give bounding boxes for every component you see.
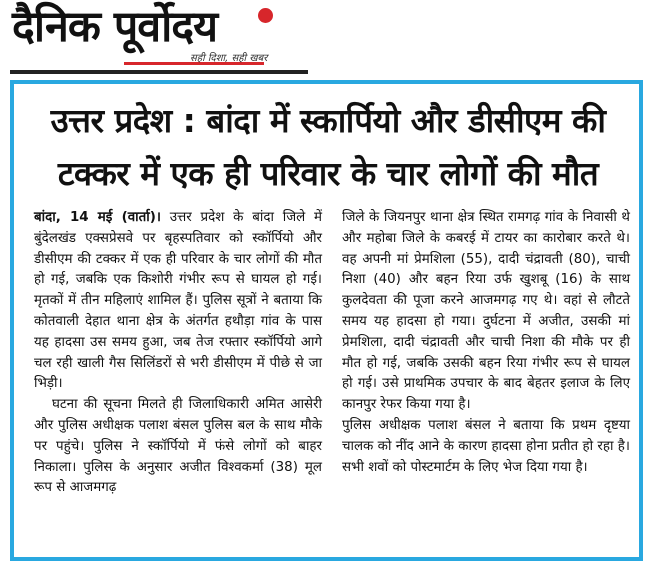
article-headline: उत्तर प्रदेश : बांदा में स्कार्पियो और डीसीएम की टक्कर में एक ही परिवार के चार लोगों की मौत [50, 101, 606, 193]
article-paragraph [34, 208, 322, 395]
logo-dot-icon [258, 8, 273, 23]
article-paragraph: पुलिस अधीक्षक पलाश बंसल ने बताया कि प्रथम दृष्टया चालक को नींद आने के कारण हादसा होना प्रतीत हो रहा है। सभी शवों को पोस्टमार्टम के लिए भेज दिया गया है। [342, 417, 630, 475]
article-paragraph: घटना की सूचना मिलते ही जिलाधिकारी अमित आसेरी और पुलिस अधीक्षक पलाश बंसल पुलिस बल के साथ मौके पर पहुंचे। पुलिस ने स्कॉर्पियो में फंसे लोगों को बाहर निकाला। पुलिस के अनुसार अजीत विश्वकर्मा (38) मूल रूप से आजमगढ़ [34, 397, 322, 496]
masthead-tagline: सही दिशा, सही खबर [190, 53, 268, 64]
article-dateline: बांदा, 14 मई (वार्ता)। [34, 210, 161, 225]
masthead [0, 0, 655, 80]
newspaper-logo: दैनिक पूर्वोदय [12, 2, 218, 52]
masthead-rule [10, 70, 308, 74]
article-text: उत्तर प्रदेश के बांदा जिले में बुंदेलखंड एक्सप्रेसवे पर बृहस्पतिवार को स्कॉर्पियो और डीसीएम की टक्कर में एक ही परिवार के चार लोगों की मौत हो गई, जबकि एक किशोरी गंभीर रूप से घायल हो गई। मृतकों में तीन महिलाएं शामिल हैं। पुलिस सूत्रों ने बताया कि कोतवाली देहात थाना क्षेत्र के अंतर्गत हथौड़ा गांव के पास यह हादसा उस समय हुआ, जब तेज रफ्तार स्कॉर्पियो आगे चल रही खाली गैस सिलिंडरों से भरी डीसीएम में पीछे से जा भिड़ी। [34, 210, 323, 392]
article-column-right [342, 208, 630, 478]
article-column-left [34, 208, 322, 499]
article-paragraph: जिले के जियनपुर थाना क्षेत्र स्थित रामगढ़ गांव के निवासी थे और महोबा जिले के कबरई में टायर का कारोबार करते थे। वह अपनी मां प्रेमशिला (55), दादी चंद्रावती (80), चाची निशा (40) और बहन रिया उर्फ खुशबू (16) के साथ कुलदेवता की पूजा करने आजमगढ़ गए थे। वहां से लौटते समय यह हादसा हो गया। दुर्घटना में अजीत, उसकी मां प्रेमशिला, दादी चंद्रावती और चाची निशा की मौके पर ही मौत हो गई, जबकि उसकी बहन रिया गंभीर रूप से घायल हो गई। उसे प्राथमिक उपचार के बाद बेहतर इलाज के लिए कानपुर रेफर किया गया है। [342, 210, 630, 413]
